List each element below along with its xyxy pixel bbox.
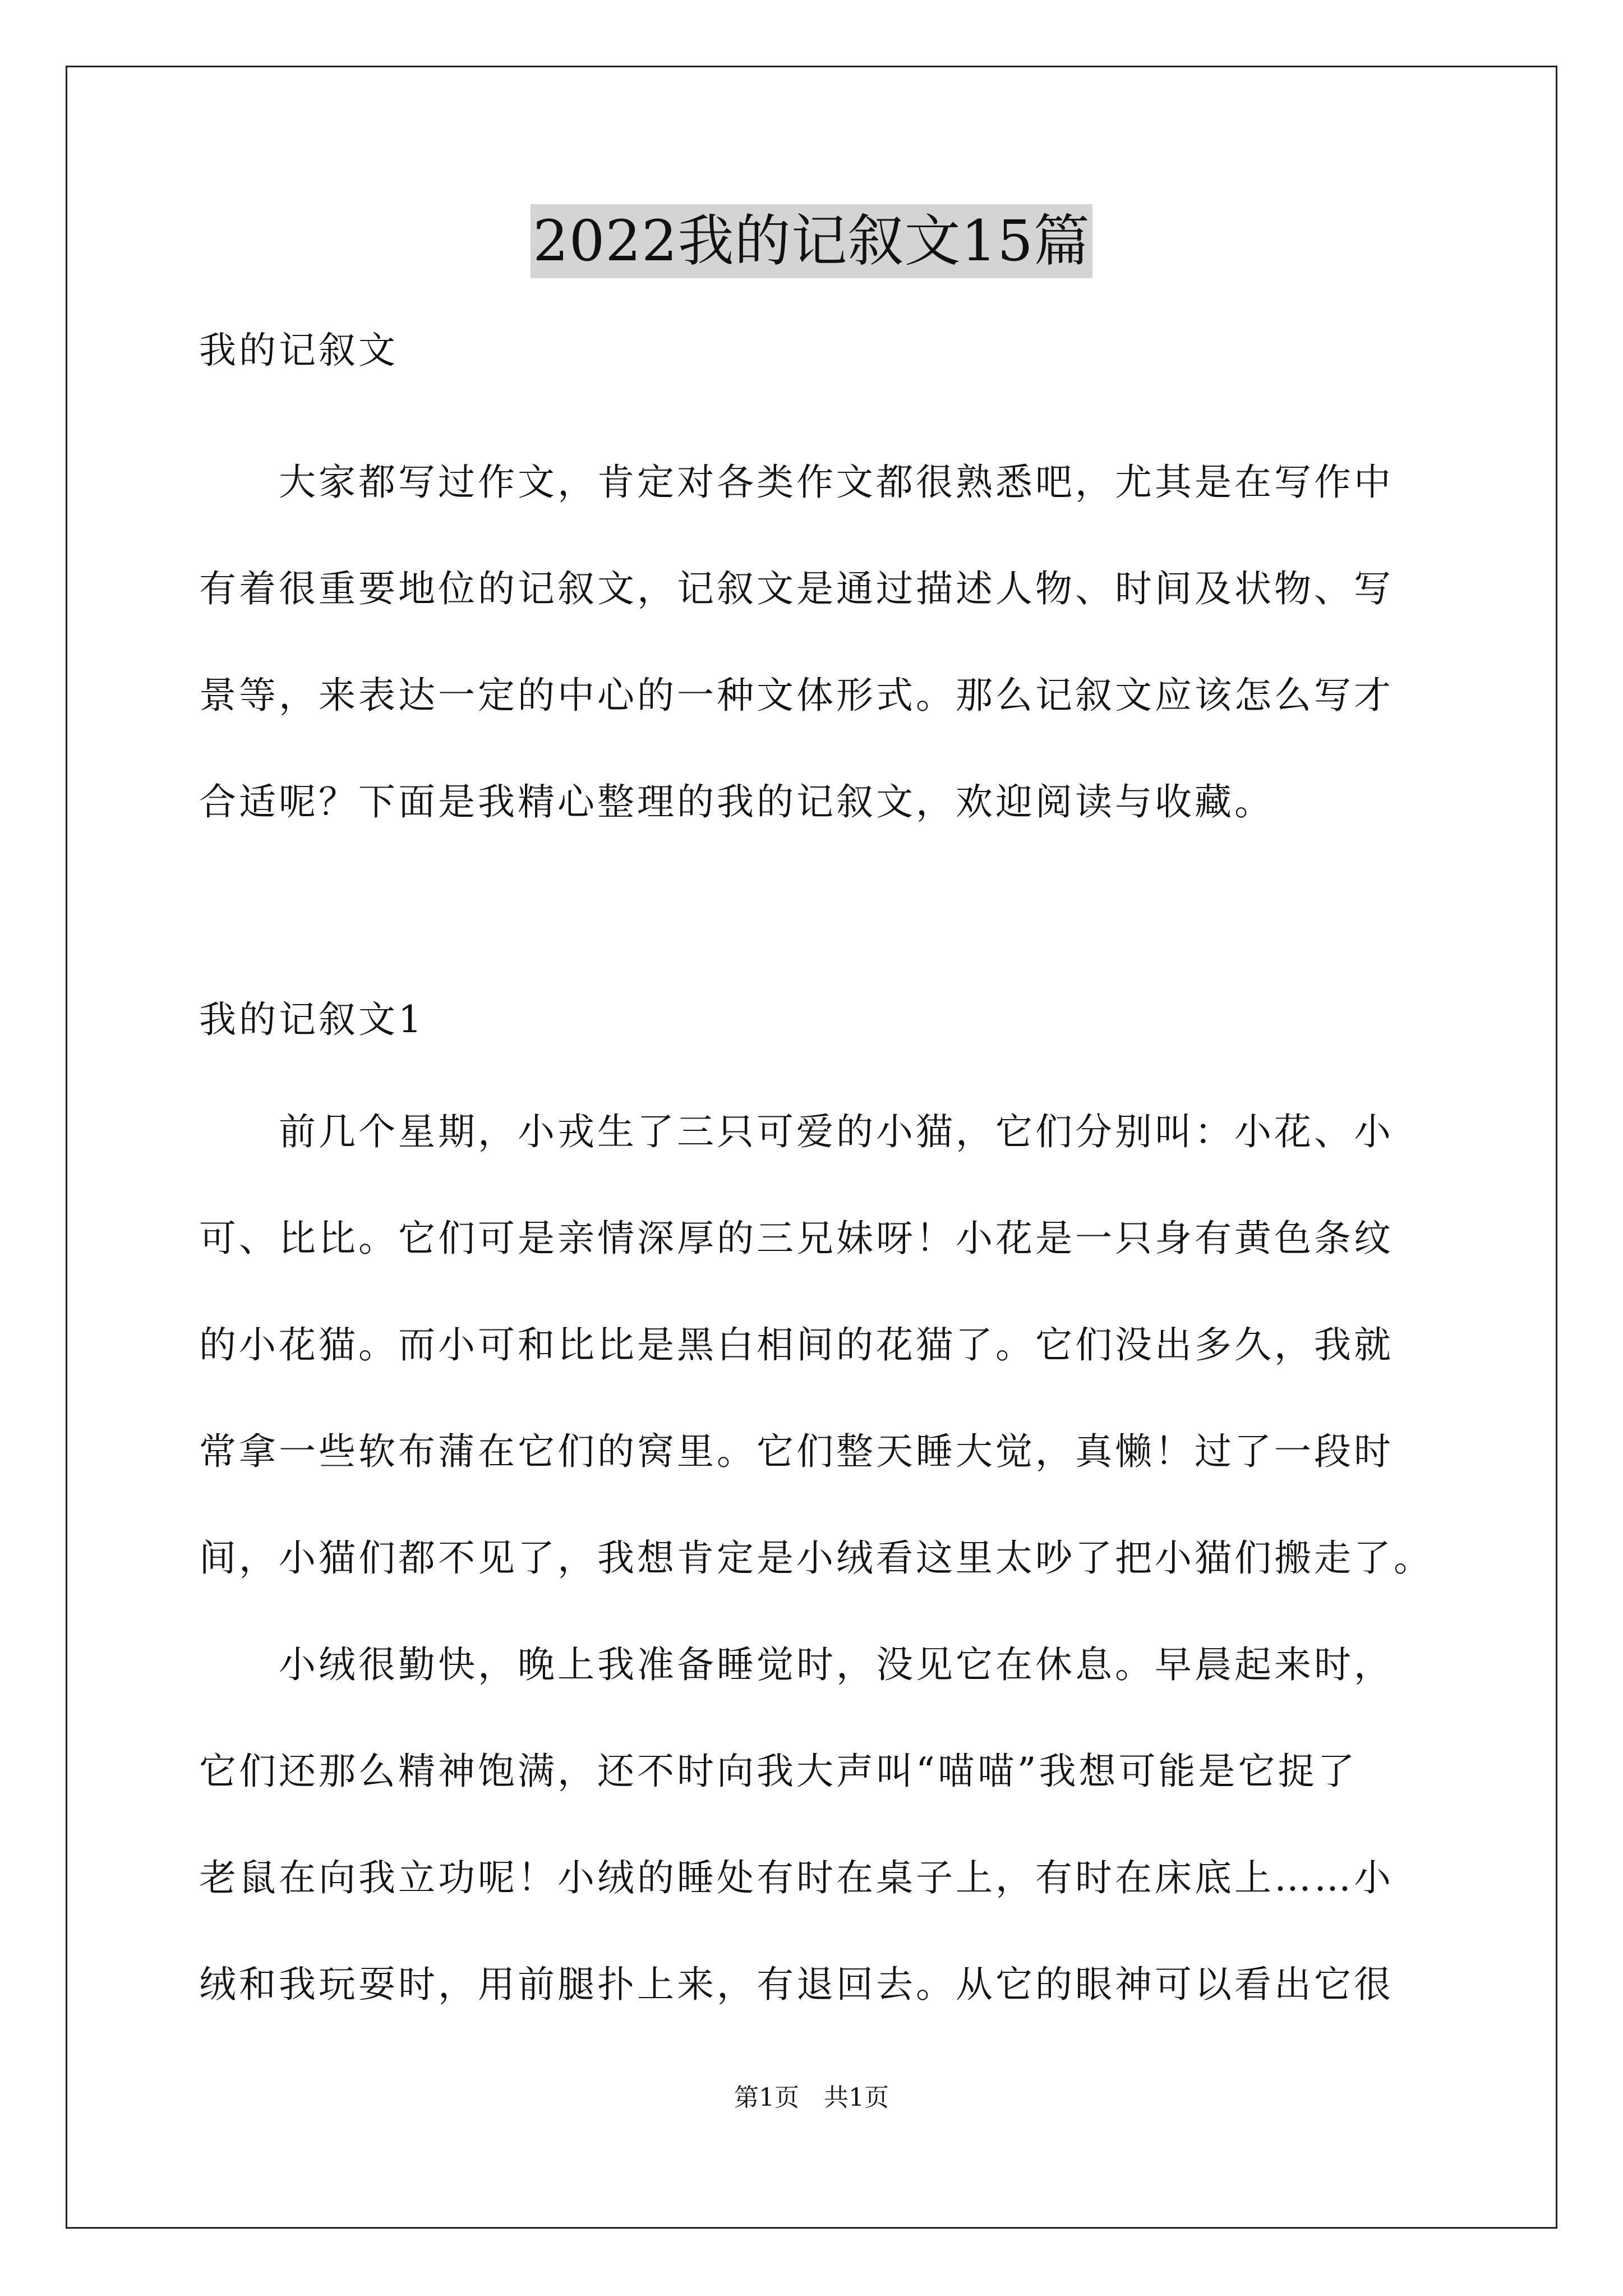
document-title: 2022我的记叙文15篇	[531, 204, 1092, 278]
paragraph-line: 绒和我玩耍时，用前腿扑上来，有退回去。从它的眼神可以看出它很	[199, 1963, 1394, 2006]
section-heading: 我的记叙文	[199, 329, 398, 372]
paragraph-line: 合适呢？下面是我精心整理的我的记叙文，欢迎阅读与收藏。	[199, 780, 1274, 823]
section-heading: 我的记叙文1	[199, 998, 425, 1041]
page-footer: 第1页 共1页	[734, 2083, 889, 2112]
paragraph-line: 间，小猫们都不见了，我想肯定是小绒看这里太吵了把小猫们搬走了。	[199, 1536, 1433, 1580]
paragraph-line: 的小花猫。而小可和比比是黑白相间的花猫了。它们没出多久，我就	[199, 1323, 1394, 1366]
paragraph-line: 景等，来表达一定的中心的一种文体形式。那么记叙文应该怎么写才	[199, 674, 1394, 717]
paragraph-line: 老鼠在向我立功呢！小绒的睡处有时在桌子上，有时在床底上……小	[199, 1856, 1394, 1899]
paragraph-line: 前几个星期，小戎生了三只可爱的小猫，它们分别叫：小花、小	[279, 1110, 1394, 1153]
paragraph-line: 小绒很勤快，晚上我准备睡觉时，没见它在休息。早晨起来时，	[279, 1643, 1394, 1686]
paragraph-line: 有着很重要地位的记叙文，记叙文是通过描述人物、时间及状物、写	[199, 567, 1394, 610]
paragraph-line: 常拿一些软布蒲在它们的窝里。它们整天睡大觉，真懒！过了一段时	[199, 1430, 1394, 1473]
paragraph-line: 可、比比。它们可是亲情深厚的三兄妹呀！小花是一只身有黄色条纹	[199, 1217, 1394, 1260]
paragraph-line: 大家都写过作文，肯定对各类作文都很熟悉吧，尤其是在写作中	[279, 461, 1394, 504]
paragraph-line: 它们还那么精神饱满，还不时向我大声叫“喵喵”我想可能是它捉了	[199, 1750, 1358, 1793]
title-container	[0, 204, 1623, 278]
